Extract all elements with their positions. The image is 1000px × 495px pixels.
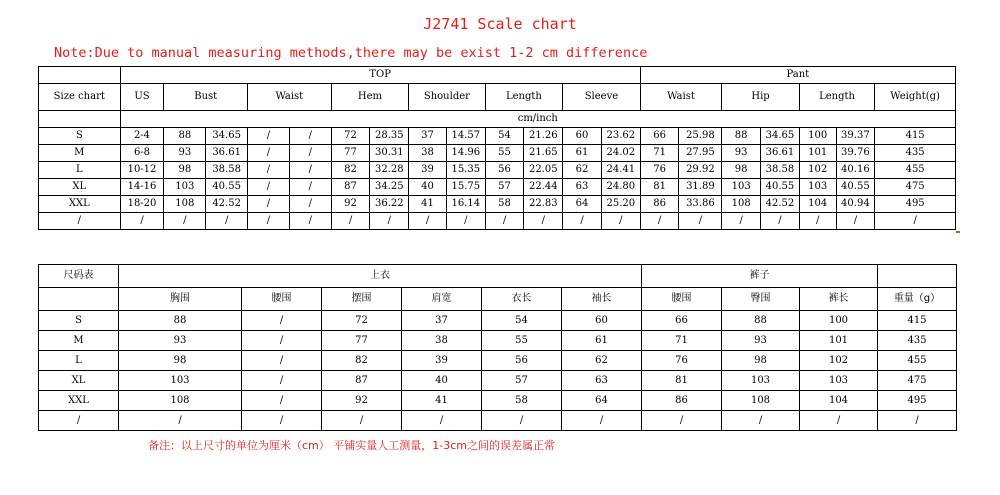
table-cell: / [119, 411, 242, 431]
table-cell: 22.83 [524, 196, 563, 213]
table-cell: / [446, 213, 485, 230]
table-cell: 54 [482, 311, 562, 331]
table-cell: / [563, 213, 602, 230]
table-cell: 108 [119, 391, 242, 411]
table-cell: 30.31 [370, 145, 409, 162]
table-cell: 71 [642, 331, 722, 351]
table-cell: / [524, 213, 563, 230]
table-cell: 18-20 [120, 196, 164, 213]
table-cell: 98 [164, 162, 206, 179]
table-cell: 82 [322, 351, 402, 371]
table-cell: 63 [562, 371, 642, 391]
blank-cell [39, 111, 121, 128]
table-cell: 81 [640, 179, 679, 196]
header-pant-waist: Waist [640, 84, 722, 111]
table-cell: / [289, 128, 331, 145]
table-cell: / [562, 411, 642, 431]
table-cell: 38.58 [761, 162, 800, 179]
table-cell: / [289, 213, 331, 230]
table-cell: 103 [799, 179, 836, 196]
header-bust: Bust [164, 84, 248, 111]
table-cell: 41 [409, 196, 447, 213]
footer-note: 备注：以上尺寸的单位为厘米（cm） 平铺实量人工测量，1-3cm之间的误差属正常 [148, 439, 555, 452]
table-cell: / [289, 145, 331, 162]
table-cell: / [409, 213, 447, 230]
table-cell: 98 [119, 351, 242, 371]
table-cell: / [242, 331, 322, 351]
table-cell: 38.58 [206, 162, 248, 179]
table-cell: 14-16 [120, 179, 164, 196]
table-cell: 40.55 [836, 179, 875, 196]
table-cell: / [800, 411, 878, 431]
size-rows-english [39, 128, 956, 230]
blank-cell [878, 265, 957, 288]
table-cell: 40.16 [836, 162, 875, 179]
table-cell: / [482, 411, 562, 431]
table-cell: 25.20 [601, 196, 640, 213]
header-hem: Hem [331, 84, 409, 111]
table-cell: 495 [878, 391, 957, 411]
table-cell: / [485, 213, 524, 230]
table-cell: 103 [164, 179, 206, 196]
table-cell: 14.57 [446, 128, 485, 145]
table-cell: 42.52 [206, 196, 248, 213]
table-cell: 415 [875, 128, 956, 145]
table-cell: / [242, 411, 322, 431]
table-cell: 66 [640, 128, 679, 145]
table-cell: 475 [875, 179, 956, 196]
table-cell: 93 [722, 145, 761, 162]
header-weight: Weight(g) [875, 84, 956, 111]
table-cell: 81 [642, 371, 722, 391]
table-cell: 76 [640, 162, 679, 179]
table-cell: 60 [563, 128, 602, 145]
table-cell: 58 [482, 391, 562, 411]
size-label: / [39, 411, 119, 431]
table-cell: 27.95 [679, 145, 722, 162]
table-cell: / [289, 196, 331, 213]
table-cell: 56 [482, 351, 562, 371]
table-cell: 98 [722, 351, 800, 371]
table-cell: 34.65 [206, 128, 248, 145]
unit-label: cm/inch [120, 111, 955, 128]
table-cell: 86 [640, 196, 679, 213]
header-sleeve: Sleeve [563, 84, 641, 111]
table-cell: 87 [322, 371, 402, 391]
size-label: XL [39, 371, 119, 391]
table-row [39, 196, 956, 213]
table-cell: / [164, 213, 206, 230]
size-label: XL [39, 179, 121, 196]
table-cell: / [402, 411, 482, 431]
table-cell: / [248, 128, 290, 145]
table-cell: 23.62 [601, 128, 640, 145]
table-cell: / [601, 213, 640, 230]
table-cell: 101 [800, 331, 878, 351]
table-cell: / [875, 213, 956, 230]
table-cell: 100 [799, 128, 836, 145]
table-cell: 38 [409, 145, 447, 162]
table-cell: 93 [119, 331, 242, 351]
table-cell: 58 [485, 196, 524, 213]
table-cell: 88 [722, 128, 761, 145]
header-waist: Waist [248, 84, 332, 111]
size-label: XXL [39, 196, 121, 213]
size-label: L [39, 351, 119, 371]
table-row [39, 213, 956, 230]
table-row [39, 145, 956, 162]
table-cell: 102 [800, 351, 878, 371]
table-cell: 103 [800, 371, 878, 391]
table-cell: 88 [119, 311, 242, 331]
table-cell: 40.55 [761, 179, 800, 196]
table-cell: / [206, 213, 248, 230]
table-cell: 104 [800, 391, 878, 411]
table-cell: 40 [402, 371, 482, 391]
size-label: XXL [39, 391, 119, 411]
table-cell: 61 [563, 145, 602, 162]
table-row [39, 331, 957, 351]
table-cell: 71 [640, 145, 679, 162]
header-size-chart: Size chart [39, 84, 121, 111]
table-cell: 455 [875, 162, 956, 179]
table-cell: 39.37 [836, 128, 875, 145]
table-row [39, 128, 956, 145]
table-cell: / [248, 196, 290, 213]
table-cell: 98 [722, 162, 761, 179]
table-cell: / [799, 213, 836, 230]
table-cell: 108 [722, 196, 761, 213]
table-cell: 415 [878, 311, 957, 331]
table-cell: 10-12 [120, 162, 164, 179]
table-cell: / [120, 213, 164, 230]
table-cell: 56 [485, 162, 524, 179]
header-cn-weight: 重量（g） [878, 288, 957, 311]
table-cell: 40.94 [836, 196, 875, 213]
table-cell: 77 [331, 145, 370, 162]
header-cn-bust: 胸围 [119, 288, 242, 311]
table-cell: 34.65 [761, 128, 800, 145]
table-cell: 36.61 [761, 145, 800, 162]
table-row [39, 411, 957, 431]
measurement-note: Note:Due to manual measuring methods,there may be exist 1-2 cm difference [54, 45, 648, 61]
table-cell: 57 [482, 371, 562, 391]
table-cell: 37 [409, 128, 447, 145]
table-cell: 22.05 [524, 162, 563, 179]
table-cell: 40.55 [206, 179, 248, 196]
group-top-label-cn: 上衣 [119, 265, 642, 288]
table-cell: / [242, 371, 322, 391]
blank-cell [39, 288, 119, 311]
table-cell: / [289, 162, 331, 179]
table-cell: 24.80 [601, 179, 640, 196]
table-cell: 435 [875, 145, 956, 162]
size-label: S [39, 311, 119, 331]
size-chart-english [38, 66, 956, 230]
table-cell: 39.76 [836, 145, 875, 162]
header-cn-pant-waist: 腰围 [642, 288, 722, 311]
header-cn-length: 衣长 [482, 288, 562, 311]
table-cell: 108 [164, 196, 206, 213]
table-cell: 29.92 [679, 162, 722, 179]
size-label: M [39, 331, 119, 351]
table-cell: 34.25 [370, 179, 409, 196]
table-cell: 6-8 [120, 145, 164, 162]
header-cn-waist: 腰围 [242, 288, 322, 311]
table-cell: 88 [722, 311, 800, 331]
size-chart-chinese [38, 264, 957, 431]
table-cell: 66 [642, 311, 722, 331]
table-cell: 88 [164, 128, 206, 145]
table-cell: 22.44 [524, 179, 563, 196]
group-top-label: TOP [120, 67, 640, 84]
size-rows-chinese [39, 311, 957, 431]
table-cell: / [642, 411, 722, 431]
table-cell: 55 [485, 145, 524, 162]
table-cell: 64 [563, 196, 602, 213]
corner-size-table: 尺码表 [39, 265, 119, 288]
table-row [39, 179, 956, 196]
table-cell: 103 [722, 371, 800, 391]
table-cell: / [289, 179, 331, 196]
table-cell: 21.26 [524, 128, 563, 145]
table-cell: 86 [642, 391, 722, 411]
table-row [39, 351, 957, 371]
table-cell: 455 [878, 351, 957, 371]
table-cell: 25.98 [679, 128, 722, 145]
table-cell: 32.28 [370, 162, 409, 179]
table-cell: 104 [799, 196, 836, 213]
edge-marker [956, 231, 960, 233]
table-cell: 93 [722, 331, 800, 351]
table-cell: 92 [322, 391, 402, 411]
blank-cell [39, 67, 121, 84]
table-cell: 42.52 [761, 196, 800, 213]
table-cell: 60 [562, 311, 642, 331]
table-row [39, 162, 956, 179]
table-cell: 36.61 [206, 145, 248, 162]
table-cell: / [331, 213, 370, 230]
table-cell: 82 [331, 162, 370, 179]
table-cell: 101 [799, 145, 836, 162]
table-cell: 62 [562, 351, 642, 371]
table-cell: / [722, 213, 761, 230]
table-cell: 15.35 [446, 162, 485, 179]
table-cell: / [248, 145, 290, 162]
table-cell: / [248, 213, 290, 230]
table-cell: 72 [322, 311, 402, 331]
table-cell: 16.14 [446, 196, 485, 213]
header-cn-hip: 臀围 [722, 288, 800, 311]
table-cell: 108 [722, 391, 800, 411]
table-cell: 54 [485, 128, 524, 145]
header-length: Length [485, 84, 563, 111]
table-row [39, 391, 957, 411]
table-cell: 63 [563, 179, 602, 196]
table-cell: 31.89 [679, 179, 722, 196]
table-cell: / [836, 213, 875, 230]
table-cell: 37 [402, 311, 482, 331]
table-cell: 15.75 [446, 179, 485, 196]
table-cell: 475 [878, 371, 957, 391]
table-cell: 76 [642, 351, 722, 371]
group-pant-label: Pant [640, 67, 955, 84]
table-row [39, 371, 957, 391]
table-cell: 100 [800, 311, 878, 331]
table-cell: 57 [485, 179, 524, 196]
table-cell: 33.86 [679, 196, 722, 213]
table-cell: 21.65 [524, 145, 563, 162]
header-hip: Hip [722, 84, 800, 111]
chart-title: J2741 Scale chart [423, 15, 577, 33]
table-cell: / [242, 311, 322, 331]
header-cn-shoulder: 肩宽 [402, 288, 482, 311]
size-label: / [39, 213, 121, 230]
header-cn-pant-length: 裤长 [800, 288, 878, 311]
table-cell: 72 [331, 128, 370, 145]
table-cell: 77 [322, 331, 402, 351]
table-cell: 40 [409, 179, 447, 196]
table-cell: 55 [482, 331, 562, 351]
table-cell: 39 [409, 162, 447, 179]
table-cell: 28.35 [370, 128, 409, 145]
table-cell: / [878, 411, 957, 431]
table-cell: / [370, 213, 409, 230]
table-cell: / [722, 411, 800, 431]
table-cell: 64 [562, 391, 642, 411]
table-cell: 24.02 [601, 145, 640, 162]
table-cell: 62 [563, 162, 602, 179]
table-cell: 38 [402, 331, 482, 351]
table-cell: 435 [878, 331, 957, 351]
table-cell: / [248, 162, 290, 179]
table-cell: 36.22 [370, 196, 409, 213]
table-cell: / [242, 391, 322, 411]
header-shoulder: Shoulder [409, 84, 485, 111]
table-cell: 103 [722, 179, 761, 196]
size-label: L [39, 162, 121, 179]
table-cell: 41 [402, 391, 482, 411]
table-cell: 61 [562, 331, 642, 351]
table-cell: 103 [119, 371, 242, 391]
table-cell: / [761, 213, 800, 230]
table-cell: 102 [799, 162, 836, 179]
header-cn-sleeve: 袖长 [562, 288, 642, 311]
header-cn-hem: 摆围 [322, 288, 402, 311]
table-cell: 92 [331, 196, 370, 213]
table-cell: / [248, 179, 290, 196]
header-us: US [120, 84, 164, 111]
table-cell: / [679, 213, 722, 230]
table-cell: 495 [875, 196, 956, 213]
table-cell: 14.96 [446, 145, 485, 162]
table-cell: / [322, 411, 402, 431]
table-cell: 24.41 [601, 162, 640, 179]
table-cell: / [640, 213, 679, 230]
group-pant-label-cn: 裤子 [642, 265, 878, 288]
table-cell: / [242, 351, 322, 371]
header-pant-length: Length [799, 84, 874, 111]
size-label: M [39, 145, 121, 162]
table-cell: 93 [164, 145, 206, 162]
table-row [39, 311, 957, 331]
table-cell: 39 [402, 351, 482, 371]
table-cell: 2-4 [120, 128, 164, 145]
table-cell: 87 [331, 179, 370, 196]
size-label: S [39, 128, 121, 145]
